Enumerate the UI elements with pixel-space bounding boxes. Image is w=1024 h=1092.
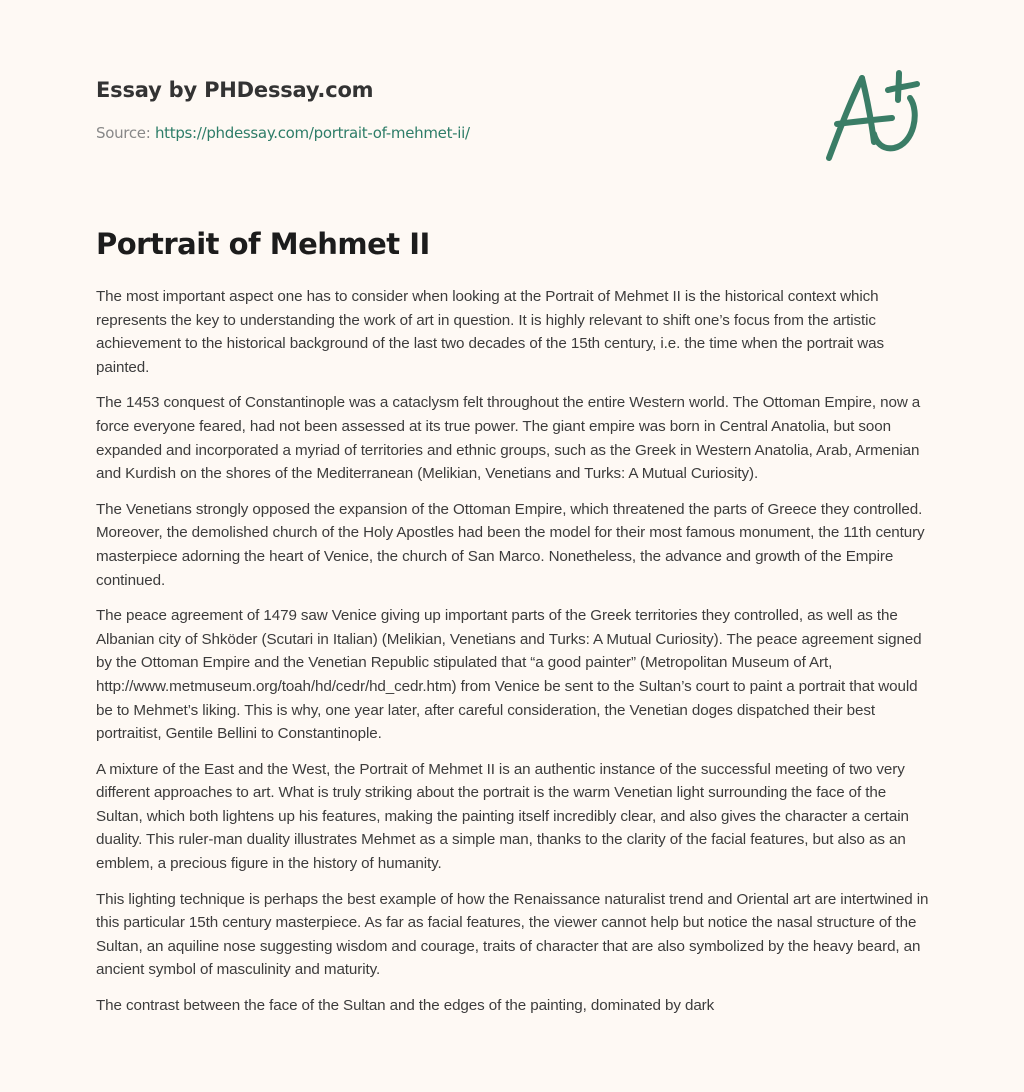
paragraph: The Venetians strongly opposed the expansion of the Ottoman Empire, which threatened the parts of Greece they controlled. Moreover, the demolished church of the Holy Apostles had been the model for their most famous monument, the 11th century masterpiece adorning the heart of Venice, the church of San Marco. Nonetheless, the advance and growth of the Empire continued. (96, 500, 925, 589)
essay-body (96, 285, 932, 1030)
paragraph: A mixture of the East and the West, the Portrait of Mehmet II is an authentic instance of the successful meeting of two very different approaches to art. What is truly striking about the portrait is the warm Venetian light surrounding the face of the Sultan, which both lightens up his features, making the painting itself incredibly clear, and also gives the character a certain duality. This ruler-man duality illustrates Mehmet as a simple man, thanks to the clarity of the facial features, but also as an emblem, a precious figure in the history of humanity. (96, 760, 909, 873)
page-header (96, 72, 928, 144)
a-plus-grade-icon (816, 64, 936, 168)
source-link[interactable]: https://phdessay.com/portrait-of-mehmet-ii/ (154, 124, 470, 142)
paragraph: The contrast between the face of the Sultan and the edges of the painting, dominated by dark (96, 997, 715, 1015)
paragraph: The most important aspect one has to consider when looking at the Portrait of Mehmet II is the historical context which represents the key to understanding the work of art in question. It is highly relevant to shift one’s focus from the artistic achievement to the historical background of the last two decades of the 15th century, i.e. the time when the portrait was painted. (96, 288, 884, 376)
paragraph: The peace agreement of 1479 saw Venice giving up important parts of the Greek territories they controlled, as well as the Albanian city of Shköder (Scutari in Italian) (Melikian, Venetians and Turks: A Mutual Curiosity). The peace agreement signed by the Ottoman Empire and the Venetian Republic stipulated that “a good painter” (Metropolitan Museum of Art, http://www.metmuseum.org/toah/hd/cedr/hd_cedr.htm) from Venice be sent to the Sultan’s court to paint a portrait that would be to Mehmet’s liking. This is why, one year later, after careful consideration, the Venetian doges dispatched their best portraitist, Gentile Bellini to Constantinople. (96, 607, 922, 743)
page-title: Portrait of Mehmet II (96, 227, 430, 261)
paragraph: The 1453 conquest of Constantinople was a cataclysm felt throughout the entire Western world. The Ottoman Empire, now a force everyone feared, had not been assessed at its true power. The giant empire was born in Central Anatolia, but soon expanded and incorporated a myriad of territories and ethnic groups, such as the Greek in Western Anatolia, Arab, Armenian and Kurdish on the shores of the Mediterranean (Melikian, Venetians and Turks: A Mutual Curiosity). (96, 394, 921, 483)
paragraph: This lighting technique is perhaps the best example of how the Renaissance naturalist trend and Oriental art are intertwined in this particular 15th century masterpiece. As far as facial features, the viewer cannot help but notice the nasal structure of the Sultan, an aquiline nose suggesting wisdom and courage, traits of character that are also symbolized by the heavy beard, an ancient symbol of masculinity and maturity. (96, 890, 929, 979)
source-line (96, 122, 928, 144)
source-label: Source: (96, 124, 151, 142)
brand-title: Essay by PHDessay.com (96, 78, 374, 102)
